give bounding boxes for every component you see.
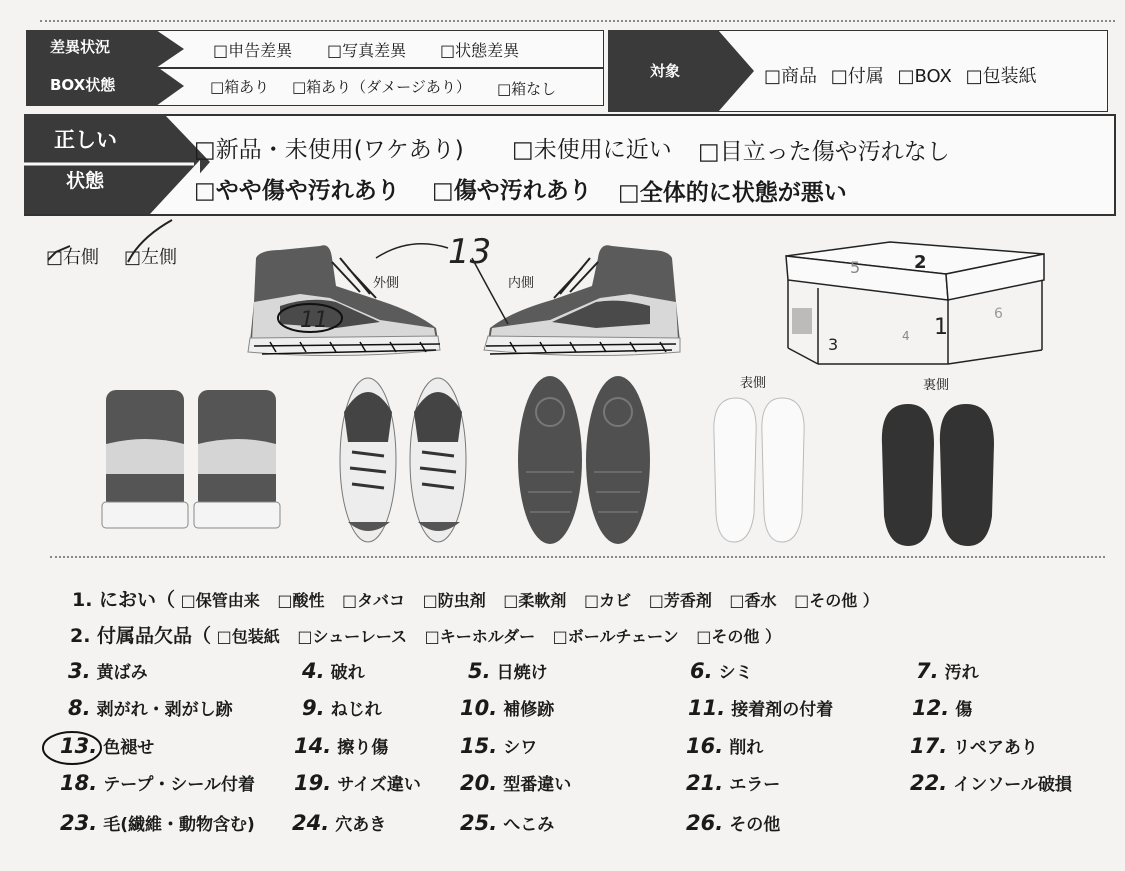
- checkbox[interactable]: □: [124, 247, 142, 268]
- condition-option-no-visible-damage[interactable]: □目立った傷や汚れなし: [698, 139, 950, 165]
- item-26[interactable]: 26. その他: [686, 811, 781, 835]
- item-missing-title: 2. 付属品欠品（: [70, 625, 212, 647]
- side-right[interactable]: □右側: [46, 247, 100, 268]
- item-smell-title: 1. におい（: [72, 589, 176, 611]
- insole-top-view: [706, 394, 810, 546]
- inner-side-label: 内側: [508, 276, 535, 291]
- item-19[interactable]: 19. サイズ違い: [294, 771, 421, 795]
- item-3[interactable]: 3. 黄ばみ: [68, 659, 148, 683]
- missing-option-keyholder[interactable]: □キーホルダー: [424, 627, 536, 646]
- handwritten-number: 13: [448, 232, 492, 272]
- discrepancy-option-photo[interactable]: □写真差異: [327, 41, 407, 60]
- middle-divider: [50, 556, 1105, 558]
- item-11[interactable]: 11. 接着剤の付着: [688, 696, 834, 720]
- smell-option-aroma[interactable]: □芳香剤: [648, 591, 712, 610]
- sneaker-sole-view: [516, 372, 651, 547]
- smell-option-mold[interactable]: □カビ: [584, 591, 632, 610]
- item-9[interactable]: 9. ねじれ: [302, 696, 382, 720]
- box-face-6: 6: [994, 306, 1003, 322]
- discrepancy-option-declared[interactable]: □申告差異: [213, 41, 293, 60]
- smell-option-storage[interactable]: □保管由来: [180, 591, 260, 610]
- condition-label-line1: 正しい: [54, 128, 117, 152]
- shoebox-diagram: [780, 240, 1050, 375]
- target-options: [764, 62, 1037, 88]
- item-15[interactable]: 15. シワ: [460, 734, 538, 758]
- outer-side-label: 外側: [373, 276, 400, 291]
- missing-option-laces[interactable]: □シューレース: [297, 627, 408, 646]
- insole-bottom-label: 裏側: [923, 378, 950, 393]
- item-25[interactable]: 25. へこみ: [460, 811, 555, 835]
- box-option-damaged[interactable]: □箱あり（ダメージあり）: [292, 78, 471, 96]
- target-label-bg: [608, 30, 758, 112]
- box-face-3: 3: [828, 335, 839, 354]
- target-option-box[interactable]: □BOX: [897, 66, 952, 87]
- item-8[interactable]: 8. 剥がれ・剥がし跡: [68, 696, 233, 720]
- condition-option-near-unused[interactable]: □未使用に近い: [512, 137, 672, 163]
- discrepancy-option-state[interactable]: □状態差異: [440, 41, 520, 60]
- box-face-4: 4: [902, 329, 910, 343]
- condition-option-poor[interactable]: □全体的に状態が悪い: [618, 180, 847, 206]
- insole-top-label: 表側: [740, 376, 767, 391]
- box-face-5: 5: [850, 258, 861, 277]
- smell-option-perfume[interactable]: □香水: [729, 591, 777, 610]
- item-13-circle: [40, 728, 106, 772]
- sneaker-outer-image: [248, 245, 440, 355]
- handwritten-mark: 11: [300, 308, 328, 333]
- box-option-with-box[interactable]: □箱あり: [210, 78, 270, 96]
- sneaker-top-view: [338, 372, 468, 547]
- checkbox[interactable]: □: [46, 247, 64, 268]
- item-18[interactable]: 18. テープ・シール付着: [60, 771, 256, 795]
- missing-option-wrapping[interactable]: □包装紙: [216, 627, 280, 646]
- condition-label-line2: 状態: [66, 170, 105, 192]
- item-20[interactable]: 20. 型番違い: [460, 771, 572, 795]
- smell-option-acid[interactable]: □酸性: [277, 591, 325, 610]
- condition-label-cut: [150, 160, 200, 216]
- insole-bottom-view: [876, 400, 1000, 550]
- item-7[interactable]: 7. 汚れ: [916, 659, 979, 683]
- item-16[interactable]: 16. 削れ: [686, 734, 764, 758]
- discrepancy-label: 差異状況: [50, 38, 111, 56]
- item-smell: [72, 585, 891, 612]
- sneaker-back-view: [98, 384, 288, 534]
- item-5[interactable]: 5. 日焼け: [468, 659, 548, 683]
- sneaker-inner-image: [484, 245, 680, 355]
- item-4[interactable]: 4. 破れ: [302, 659, 365, 683]
- item-22[interactable]: 22. インソール破損: [910, 771, 1072, 795]
- box-face-2: 2: [914, 252, 927, 273]
- missing-option-ballchain[interactable]: □ボールチェーン: [552, 627, 679, 646]
- target-option-wrapping[interactable]: □包装紙: [965, 66, 1037, 87]
- box-face-1: 1: [934, 315, 948, 340]
- target-label: 対象: [650, 62, 681, 80]
- item-23[interactable]: 23. 毛(繊維・動物含む): [60, 811, 255, 835]
- side-left[interactable]: □左側: [124, 247, 178, 268]
- box-state-label: BOX状態: [50, 76, 116, 94]
- condition-option-slight-damage[interactable]: □やや傷や汚れあり: [194, 178, 400, 204]
- item-17[interactable]: 17. リペアあり: [910, 734, 1038, 758]
- top-divider: [40, 20, 1115, 22]
- smell-option-insect[interactable]: □防虫剤: [422, 591, 486, 610]
- smell-option-tobacco[interactable]: □タバコ: [342, 591, 406, 610]
- box-option-no-box[interactable]: □箱なし: [497, 80, 557, 98]
- side-checkmarks: [40, 218, 190, 268]
- item-12[interactable]: 12. 傷: [912, 696, 973, 720]
- item-21[interactable]: 21. エラー: [686, 771, 781, 795]
- condition-option-new-flaw[interactable]: □新品・未使用(ワケあり): [194, 137, 464, 163]
- target-option-product[interactable]: □商品: [764, 66, 818, 87]
- smell-option-softener[interactable]: □柔軟剤: [503, 591, 567, 610]
- missing-option-other[interactable]: □その他 ）: [696, 627, 781, 646]
- condition-option-damage[interactable]: □傷や汚れあり: [432, 178, 592, 204]
- item-24[interactable]: 24. 穴あき: [292, 811, 387, 835]
- target-option-accessory[interactable]: □付属: [830, 66, 884, 87]
- smell-option-other[interactable]: □その他 ）: [794, 591, 879, 610]
- item-13[interactable]: 13. 色褪せ: [60, 734, 155, 758]
- item-missing-accessories: [70, 621, 793, 648]
- item-14[interactable]: 14. 擦り傷: [294, 734, 389, 758]
- item-10[interactable]: 10. 補修跡: [460, 696, 555, 720]
- item-6[interactable]: 6. シミ: [690, 659, 753, 683]
